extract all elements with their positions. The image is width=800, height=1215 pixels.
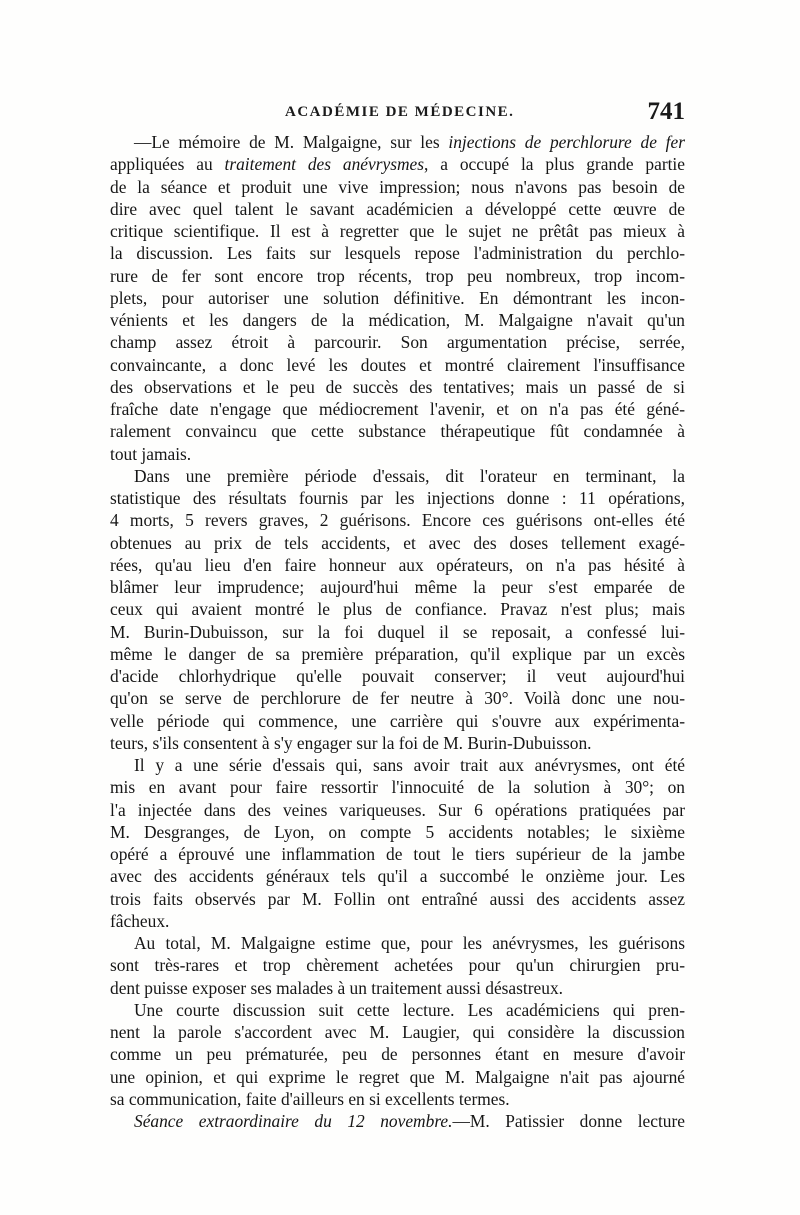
text-run: tout jamais. (110, 443, 192, 464)
text-run: ceux qui avaient montré le plus de confiance. Pravaz n'est plus; mais (110, 599, 685, 620)
paragraph (110, 1110, 685, 1132)
text-line (110, 754, 685, 776)
text-line (110, 509, 685, 531)
text-line (110, 1043, 685, 1065)
running-head: ACADÉMIE DE MÉDECINE. (285, 104, 515, 120)
text-run: fraîche date n'engage que médiocrement l'avenir, et on n'a pas été géné- (110, 399, 685, 419)
text-run: 4 morts, 5 revers graves, 2 guérisons. Encore ces guérisons ont-elles été (110, 510, 685, 531)
body-text (110, 131, 685, 1132)
text-run: de la séance et produit une vive impression; nous n'avons pas besoin de (110, 176, 685, 197)
text-run: —Le mémoire de M. Malgaigne, sur les (134, 132, 449, 152)
text-line (110, 287, 685, 309)
text-line (110, 710, 685, 732)
text-line (110, 532, 685, 554)
text-line (110, 198, 685, 220)
text-run: fâcheux. (110, 910, 170, 931)
text-run: mis en avant pour faire ressortir l'innocuité de la solution à 30°; on (110, 777, 685, 798)
text-line (110, 687, 685, 709)
text-run: appliquées au (110, 154, 225, 175)
text-line (110, 576, 685, 598)
text-run: la discussion. Les faits sur lesquels repose l'administration du perchlo- (110, 243, 685, 264)
text-line (110, 331, 685, 353)
text-run: l'a injectée dans des veines variqueuses. Sur 6 opérations pratiquées par (110, 799, 685, 820)
text-line (110, 799, 685, 821)
text-run: avec des accidents généraux tels qu'il a succombé le onzième jour. Les (110, 866, 685, 887)
text-line (110, 376, 685, 398)
paragraph (110, 465, 685, 754)
text-line (110, 487, 685, 509)
text-run: même le danger de sa première préparation, qu'il explique par un excès (110, 643, 685, 664)
text-run: Au total, M. Malgaigne estime que, pour les anévrysmes, les guérisons (134, 933, 685, 953)
text-line (110, 443, 685, 465)
text-line (110, 843, 685, 865)
text-run: des observations et le peu de succès des tentatives; mais un passé de si (110, 376, 685, 397)
text-run: statistique des résultats fournis par les injections donne : 11 opérations, (110, 488, 685, 508)
text-line (110, 265, 685, 287)
text-line (110, 598, 685, 620)
text-run: rées, qu'au lieu d'en faire honneur aux opérateurs, on n'a pas hésité à (110, 554, 685, 575)
text-run: plets, pour autoriser une solution définitive. En démontrant les incon- (110, 287, 685, 308)
text-run: Une courte discussion suit cette lecture. Les académiciens qui pren- (134, 999, 685, 1020)
text-run: blâmer leur imprudence; aujourd'hui même la peur s'est emparée de (110, 577, 685, 597)
text-line (110, 176, 685, 198)
text-run: teurs, s'ils consentent à s'y engager sur la foi de M. Burin-Dubuisson. (110, 732, 592, 753)
text-line (110, 1088, 685, 1110)
text-line (110, 932, 685, 954)
text-run: vénients et les dangers de la médication, M. Malgaigne n'avait qu'un (110, 310, 685, 330)
text-run: , a occupé la plus grande partie (424, 154, 685, 175)
text-run: M. Burin-Dubuisson, sur la foi duquel il se reposait, a confessé lui- (110, 621, 685, 642)
paragraph (110, 754, 685, 932)
text-run: sont très-rares et trop chèrement achetées pour qu'un chirurgien pru- (110, 955, 685, 976)
text-run: opéré a éprouvé une inflammation de tout le tiers supérieur de la jambe (110, 844, 685, 864)
text-line (110, 865, 685, 887)
text-line (110, 242, 685, 264)
text-line (110, 665, 685, 687)
text-line (110, 1110, 685, 1132)
text-line (110, 621, 685, 643)
text-line (110, 554, 685, 576)
paragraph (110, 932, 685, 999)
text-line (110, 354, 685, 376)
text-line (110, 776, 685, 798)
text-line (110, 153, 685, 175)
text-run: rure de fer sont encore trop récents, trop peu nombreux, trop incom- (110, 265, 685, 286)
text-line (110, 465, 685, 487)
text-line (110, 821, 685, 843)
italic-run: injections de perchlorure de fer (448, 132, 686, 152)
text-run: nent la parole s'accordent avec M. Laugier, qui considère la discussion (110, 1022, 685, 1042)
text-run: dent puisse exposer ses malades à un traitement aussi désastreux. (110, 977, 563, 998)
text-line (110, 398, 685, 420)
italic-run: Séance extraordinaire du 12 novembre. (134, 1111, 453, 1131)
text-run: ralement convaincu que cette substance thérapeutique fût condamnée à (110, 421, 685, 442)
text-run: champ assez étroit à parcourir. Son argumentation précise, serrée, (110, 332, 685, 353)
text-run: sa communication, faite d'ailleurs en si excellents termes. (110, 1088, 510, 1109)
text-line (110, 999, 685, 1021)
text-run: une opinion, et qui exprime le regret que M. Malgaigne n'ait pas ajourné (110, 1066, 685, 1087)
text-line (110, 220, 685, 242)
text-run: trois faits observés par M. Follin ont entraîné aussi des accidents assez (110, 888, 685, 909)
text-line (110, 910, 685, 932)
text-line (110, 954, 685, 976)
text-line (110, 420, 685, 442)
text-line (110, 1021, 685, 1043)
text-run: dire avec quel talent le savant académicien a développé cette œuvre de (110, 198, 685, 219)
text-line (110, 888, 685, 910)
paragraph (110, 131, 685, 465)
text-run: d'acide chlorhydrique qu'elle pouvait conserver; il veut aujourd'hui (110, 666, 685, 686)
text-line (110, 1066, 685, 1088)
page-header (110, 98, 685, 128)
text-run: obtenues au prix de tels accidents, et avec des doses tellement exagé- (110, 532, 685, 553)
text-run: critique scientifique. Il est à regretter que le sujet ne prêtât pas mieux à (110, 221, 685, 241)
text-line (110, 977, 685, 999)
text-line (110, 732, 685, 754)
text-run: convaincante, a donc levé les doutes et montré clairement l'insuffisance (110, 354, 685, 375)
page-number: 741 (647, 98, 685, 125)
text-run: velle période qui commence, une carrière qui s'ouvre aux expérimenta- (110, 710, 685, 731)
text-run: Il y a une série d'essais qui, sans avoir trait aux anévrysmes, ont été (134, 755, 685, 775)
text-run: qu'on se serve de perchlorure de fer neutre à 30°. Voilà donc une nou- (110, 688, 685, 709)
text-line (110, 309, 685, 331)
text-run: Dans une première période d'essais, dit l'orateur en terminant, la (134, 465, 685, 486)
text-line (110, 643, 685, 665)
italic-run: traitement des anévrysmes (224, 154, 425, 175)
text-line (110, 131, 685, 153)
text-run: —M. Patissier donne lecture (452, 1111, 686, 1131)
paragraph (110, 999, 685, 1110)
text-run: comme un peu prématurée, peu de personnes étant en mesure d'avoir (110, 1044, 685, 1065)
text-run: M. Desgranges, de Lyon, on compte 5 accidents notables; le sixième (110, 821, 685, 842)
